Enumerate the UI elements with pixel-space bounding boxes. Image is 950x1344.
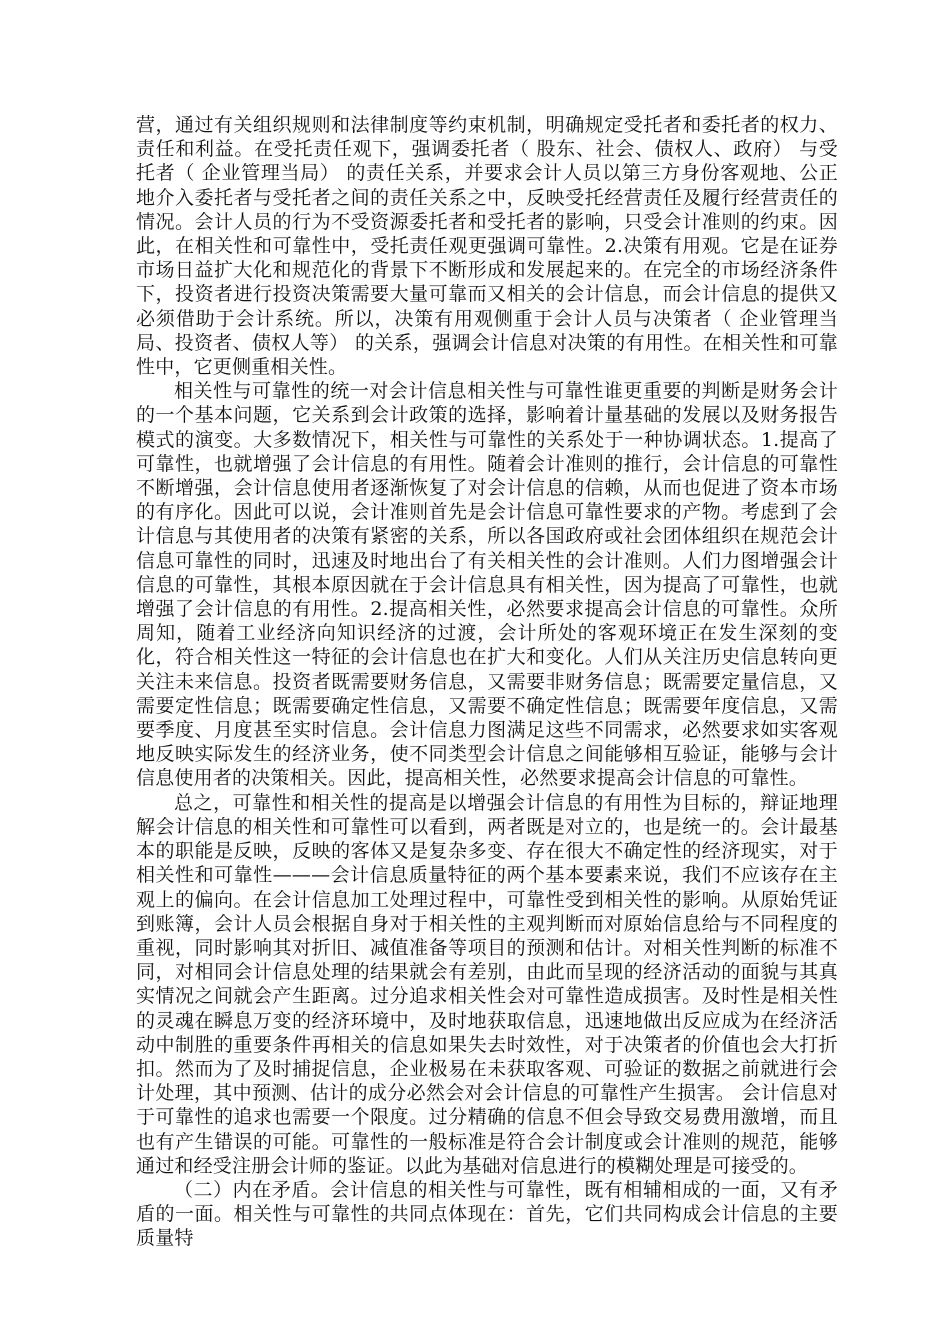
document-page <box>136 113 838 1251</box>
paragraph-3: 总之，可靠性和相关性的提高是以增强会计信息的有用性为目标的，辩证地理解会计信息的相关性和可靠性可以看到，两者既是对立的，也是统一的。会计最基本的职能是反映，反映的客体又是复杂多变、存在很大不确定性的经济现实，对于相关性和可靠性———会计信息质量特征的两个基本要素来说，我们不应该存在主观上的偏向。在会计信息加工处理过程中，可靠性受到相关性的影响。从原始凭证到账簿，会计人员会根据自身对于相关性的主观判断而对原始信息给与不同程度的重视，同时影响其对折旧、减值准备等项目的预测和估计。对相关性判断的标准不同，对相同会计信息处理的结果就会有差别，由此而呈现的经济活动的面貌与其真实情况之间就会产生距离。过分追求相关性会对可靠性造成损害。及时性是相关性的灵魂在瞬息万变的经济环境中，及时地获取信息，迅速地做出反应成为在经济活动中制胜的重要条件再相关的信息如果失去时效性，对于决策者的价值也会大打折扣。然而为了及时捕捉信息，企业极易在未获取客观、可验证的数据之前就进行会计处理，其中预测、估计的成分必然会对会计信息的可靠性产生损害。 会计信息对于可靠性的追求也需要一个限度。过分精确的信息不但会导致交易费用激增，而且也有产生错误的可能。可靠性的一般标准是符合会计制度或会计准则的规范，能够通过和经受注册会计师的鉴证。以此为基础对信息进行的模糊处理是可接受的。 <box>136 791 838 1177</box>
paragraph-2: 相关性与可靠性的统一对会计信息相关性与可靠性谁更重要的判断是财务会计的一个基本问题，它关系到会计政策的选择，影响着计量基础的发展以及财务报告模式的演变。大多数情况下，相关性与可靠性的关系处于一种协调状态。1.提高了可靠性，也就增强了会计信息的有用性。随着会计准则的推行，会计信息的可靠性不断增强，会计信息使用者逐渐恢复了对会计信息的信赖，从而也促进了资本市场的有序化。因此可以说，会计准则首先是会计信息可靠性要求的产物。考虑到了会计信息与其使用者的决策有紧密的关系，所以各国政府或社会团体组织在规范会计信息可靠性的同时，迅速及时地出台了有关相关性的会计准则。人们力图增强会计信息的可靠性，其根本原因就在于会计信息具有相关性，因为提高了可靠性，也就增强了会计信息的有用性。2.提高相关性，必然要求提高会计信息的可靠性。众所周知，随着工业经济向知识经济的过渡，会计所处的客观环境正在发生深刻的变化，符合相关性这一特征的会计信息也在扩大和变化。人们从关注历史信息转向更关注未来信息。投资者既需要财务信息，又需要非财务信息；既需要定量信息，又需要定性信息；既需要确定性信息，又需要不确定性信息；既需要年度信息，又需要季度、月度甚至实时信息。会计信息力图满足这些不同需求，必然要求如实客观地反映实际发生的经济业务，使不同类型会计信息之间能够相互验证，能够与会计信息使用者的决策相关。因此，提高相关性，必然要求提高会计信息的可靠性。 <box>136 380 838 790</box>
paragraph-4: （二）内在矛盾。会计信息的相关性与可靠性，既有相辅相成的一面，又有矛盾的一面。相关性与可靠性的共同点体现在：首先，它们共同构成会计信息的主要质量特 <box>136 1178 838 1250</box>
paragraph-1: 营，通过有关组织规则和法律制度等约束机制，明确规定受托者和委托者的权力、责任和利益。在受托责任观下，强调委托者（ 股东、社会、债权人、政府） 与受托者（ 企业管理当局） 的责任关系，并要求会计人员以第三方身份客观地、公正地介入委托者与受托者之间的责任关系之中，反映受托经营责任及履行经营责任的情况。会计人员的行为不受资源委托者和受托者的影响，只受会计准则的约束。因此，在相关性和可靠性中，受托责任观更强调可靠性。2.决策有用观。它是在证券市场日益扩大化和规范化的背景下不断形成和发展起来的。在完全的市场经济条件下，投资者进行投资决策需要大量可靠而又相关的会计信息，而会计信息的提供又必须借助于会计系统。所以，决策有用观侧重于会计人员与决策者（ 企业管理当局、投资者、债权人等） 的关系，强调会计信息对决策的有用性。在相关性和可靠性中，它更侧重相关性。 <box>136 114 838 379</box>
